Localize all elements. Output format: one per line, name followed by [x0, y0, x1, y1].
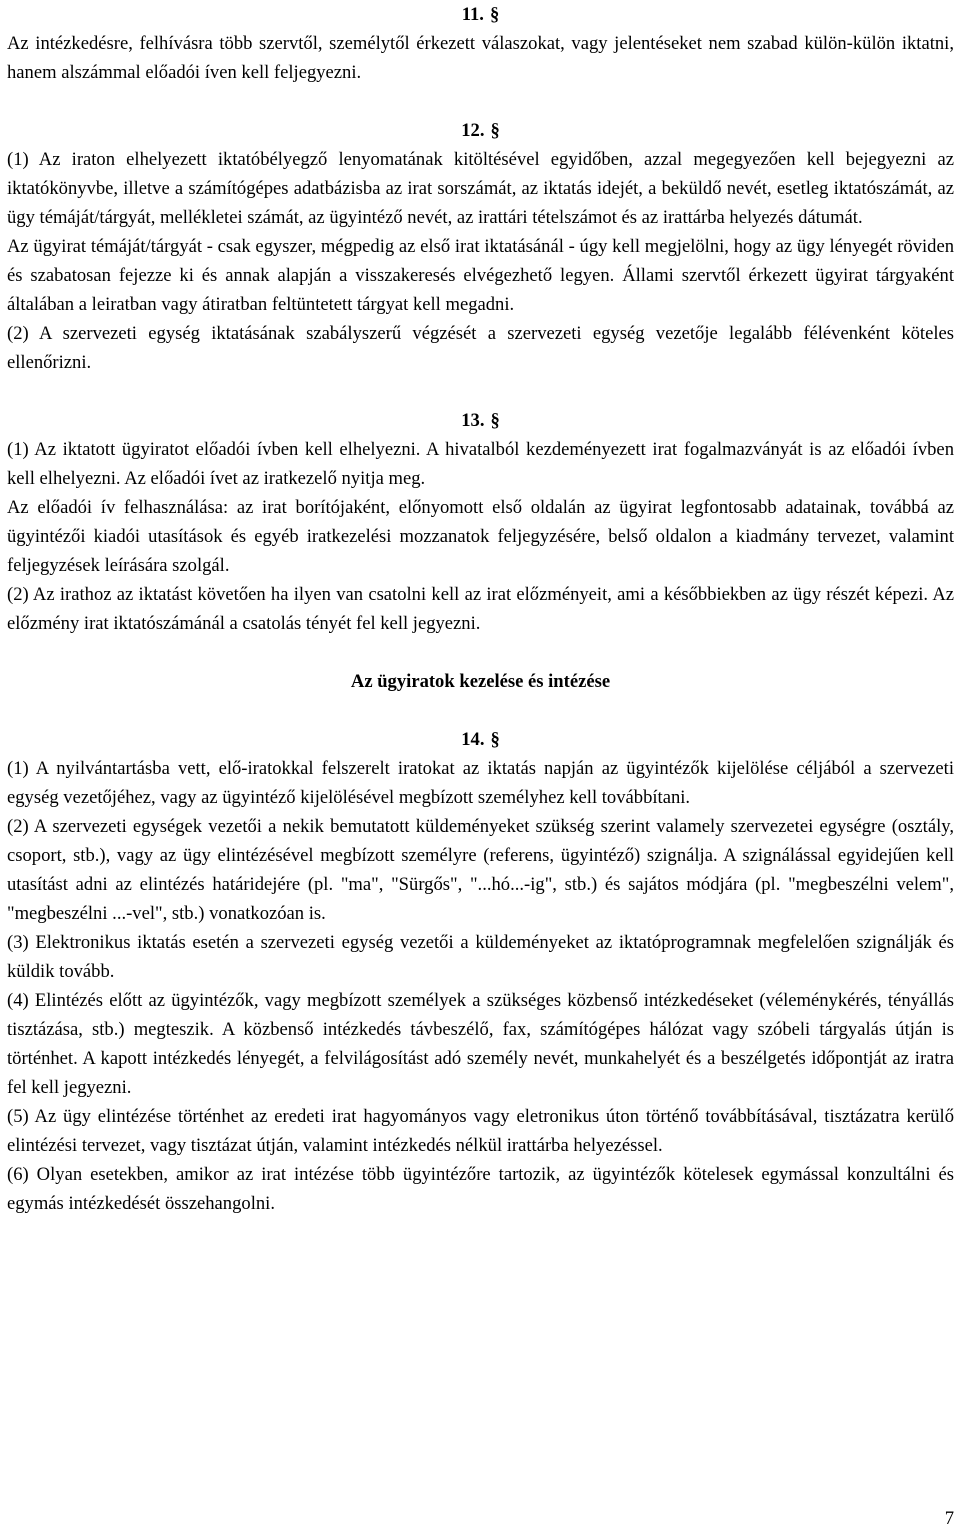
section-13-paragraph-3: (2) Az irathoz az iktatást követően ha ilyen van csatolni kell az irat előzményeit, ami a későbbiekben az ügy részét képezi. Az előzmény irat iktatószámánál a csatolás tényét fel kell jegyezni. [7, 584, 954, 634]
section-number: 14. [461, 729, 485, 750]
section-12-paragraph-1: (1) Az iraton elhelyezett iktatóbélyegző lenyomatának kitöltésével egyidőben, azzal megegyezően kell bejegyezni az iktatókönyvbe, illetve a számítógépes adatbázisba az irat sorszámát, az iktatás idejét, a beküldő nevét, esetleg iktatószámát, az ügy témáját/tárgyát, mellékletei számát, az ügyintéző nevét, az irattári tételszámot és az irattárba helyezés dátumát. [7, 149, 954, 228]
section-12-paragraph-2: Az ügyirat témáját/tárgyát - csak egyszer, mégpedig az első irat iktatásánál - úgy kell megjelölni, hogy az ügy lényegét röviden és szabatosan fejezze ki és annak alapján a visszakeresés elvégezhető legyen. Állami szervtől érkezett ügyirat tárgyaként általában a leiratban vagy átiratban feltüntetett tárgyat kell megadni. [7, 236, 954, 315]
section-12-paragraph-3: (2) A szervezeti egység iktatásának szabályszerű végzését a szervezeti egység vezetője legalább félévenként köteles ellenőrizni. [7, 323, 954, 373]
paragraph-symbol: § [489, 4, 500, 25]
section-12-heading [7, 116, 954, 145]
page-number: 7 [944, 1508, 954, 1529]
section-14-paragraph-3: (3) Elektronikus iktatás esetén a szervezeti egység vezetői a küldeményeket az iktatóprogramnak megfelelően szignálják és küldik tovább. [7, 932, 954, 982]
chapter-title: Az ügyiratok kezelése és intézése [350, 671, 611, 692]
paragraph-symbol: § [490, 410, 500, 431]
section-14-paragraph-5: (5) Az ügy elintézése történhet az eredeti irat hagyományos vagy eletronikus úton történő továbbításával, tisztázatra kerülő elintézési tervezet, vagy tisztázat útján, valamint intézkedés nélkül irattárba helyezéssel. [7, 1106, 954, 1156]
section-13-paragraph-2: Az előadói ív felhasználása: az irat borítójaként, előnyomott első oldalán az ügyirat legfontosabb adatainak, továbbá az ügyintézői kiadói utasítások és egyéb iratkezelési mozzanatok feljegyzésére, belső oldalon a kiadmány tervezet, valamint feljegyzések leírására szolgál. [7, 497, 954, 576]
section-number: 12. [461, 120, 485, 141]
section-11-paragraph-1: Az intézkedésre, felhívásra több szervtől, személytől érkezett válaszokat, vagy jelentéseket nem szabad külön-külön iktatni, hanem alszámmal előadói íven kell feljegyezni. [7, 33, 954, 83]
section-13-paragraph-1: (1) Az iktatott ügyiratot előadói ívben kell elhelyezni. A hivatalból kezdeményezett irat fogalmazványát is az előadói ívben kell elhelyezni. Az előadói ívet az iratkezelő nyitja meg. [7, 439, 954, 489]
spacer [7, 696, 954, 725]
section-13-heading [7, 406, 954, 435]
paragraph-symbol: § [490, 120, 500, 141]
section-number: 11. [461, 4, 484, 25]
section-14-heading [7, 725, 954, 754]
paragraph-symbol: § [490, 729, 500, 750]
section-11-heading [7, 0, 954, 29]
section-14-paragraph-4: (4) Elintézés előtt az ügyintézők, vagy megbízott személyek a szükséges közbenső intézkedéseket (véleménykérés, tényállás tisztázása, stb.) megteszik. A közbenső intézkedés távbeszélő, fax, számítógépes hálózat vagy szóbeli tárgyalás útján is történhet. A kapott intézkedés lényegét, a felvilágosítást adó személy nevét, munkahelyét és a beszélgetés időpontját az iratra fel kell jegyezni. [7, 990, 954, 1098]
document-page [7, 0, 954, 1218]
spacer [7, 638, 954, 667]
section-14-paragraph-2: (2) A szervezeti egységek vezetői a nekik bemutatott küldeményeket szükség szerint valamely szervezetei egységre (osztály, csoport, stb.), vagy az ügy elintézésével megbízott személyre (referens, ügyintéző) szignálja. A szignálással egyidejűen kell utasítást adni az elintézés határidejére (pl. "ma", "Sürgős", "...hó...-ig", stb.) és sajátos módjára (pl. "megbeszélni velem", "megbeszélni ...-vel", stb.) vonatkozóan is. [7, 816, 954, 924]
spacer [7, 87, 954, 116]
section-14-paragraph-6: (6) Olyan esetekben, amikor az irat intézése több ügyintézőre tartozik, az ügyintézők kötelesek egymással konzultálni és egymás intézkedését összehangolni. [7, 1164, 954, 1214]
section-14-paragraph-1: (1) A nyilvántartásba vett, elő-iratokkal felszerelt iratokat az iktatás napján az ügyintézők kijelölése céljából a szervezeti egység vezetőjéhez, vagy az ügyintéző kijelölésével megbízott személyhez kell továbbítani. [7, 758, 954, 808]
spacer [7, 377, 954, 406]
section-number: 13. [461, 410, 485, 431]
